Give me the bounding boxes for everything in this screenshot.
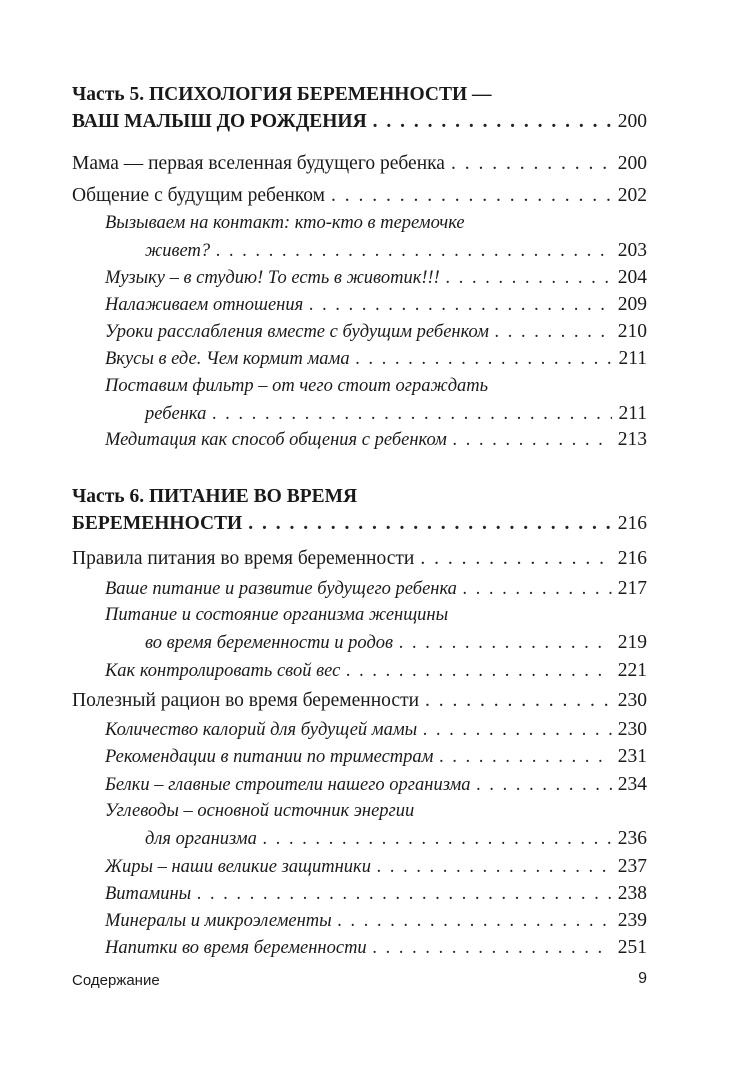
dot-leader <box>420 545 611 572</box>
toc-entry-sub[interactable] <box>105 853 647 880</box>
toc-page-number: 239 <box>617 910 647 931</box>
toc-entry-part[interactable] <box>72 81 647 135</box>
toc-page-number: 221 <box>617 660 647 681</box>
dot-leader <box>451 150 612 177</box>
dot-leader <box>338 908 612 935</box>
toc-entry-title: Полезный рацион во время беременности <box>72 690 420 711</box>
toc-entry-sub[interactable] <box>105 934 647 961</box>
toc-entry-sub[interactable] <box>105 657 647 684</box>
toc-entry-title: Вызываем на контакт: кто-кто в теремочке <box>105 213 465 233</box>
toc-entry-title: Ваше питание и развитие будущего ребенка <box>105 579 457 599</box>
dot-leader <box>216 238 612 265</box>
toc-page-number: 251 <box>617 937 647 958</box>
toc-page-number: 200 <box>617 111 647 132</box>
toc-entry-sub[interactable] <box>105 318 647 345</box>
dot-leader <box>356 346 613 373</box>
dot-leader <box>331 182 612 209</box>
toc-entry-title: БЕРЕМЕННОСТИ <box>72 513 243 534</box>
toc-entry-title: Правила питания во время беременности <box>72 548 415 569</box>
toc-entry-title: Налаживаем отношения <box>105 295 304 315</box>
toc-entry-title: Вкусы в еде. Чем кормит мама <box>105 349 350 369</box>
toc-page-number: 216 <box>617 548 647 569</box>
dot-leader <box>423 717 612 744</box>
toc-entry-title: Углеводы – основной источник энергии <box>105 801 415 821</box>
toc-page-number: 209 <box>617 294 647 315</box>
toc-page-number: 236 <box>617 828 647 849</box>
toc-entry-title: Питание и состояние организма женщины <box>105 605 449 625</box>
toc-entry-sub[interactable] <box>105 743 647 770</box>
toc-entry-title: Мама — первая вселенная будущего ребенка <box>72 153 445 174</box>
toc-entry-title: Жиры – наши великие защитники <box>105 857 371 877</box>
toc-entry-title: Витамины <box>105 884 192 904</box>
toc-entry-title: Поставим фильтр – от чего стоит ограждать <box>105 376 489 396</box>
toc-page <box>72 0 647 1080</box>
toc-entry-title: живет? <box>145 241 211 261</box>
toc-page-number: 238 <box>617 883 647 904</box>
toc-entry-title: Белки – главные строители нашего организма <box>105 775 471 795</box>
toc-entry-sub[interactable] <box>105 602 647 656</box>
toc-page-number: 237 <box>617 856 647 877</box>
dot-leader <box>248 510 612 537</box>
toc-entry-sub[interactable] <box>105 264 647 291</box>
dot-leader <box>373 108 612 135</box>
toc-entry-sub[interactable] <box>105 345 647 372</box>
dot-leader <box>453 427 612 454</box>
toc-entry-title: Общение с будущим ребенком <box>72 185 326 206</box>
toc-entry-title: для организма <box>145 829 257 849</box>
toc-entry-sub[interactable] <box>105 210 647 264</box>
toc-page-number: 211 <box>618 348 647 369</box>
toc-entry-sub[interactable] <box>105 575 647 602</box>
dot-leader <box>373 935 612 962</box>
dot-leader <box>446 265 612 292</box>
running-footer-section: Содержание <box>72 972 160 989</box>
toc-page-number: 213 <box>617 429 647 450</box>
toc-page-number: 230 <box>617 719 647 740</box>
dot-leader <box>309 292 612 319</box>
toc-page-number: 210 <box>617 321 647 342</box>
toc-entry-title: Как контролировать свой вес <box>105 661 341 681</box>
toc-entry-head1[interactable] <box>72 150 647 177</box>
dot-leader <box>399 630 612 657</box>
toc-entry-title: Напитки во время беременности <box>105 938 367 958</box>
toc-page-number: 216 <box>617 513 647 534</box>
dot-leader <box>212 401 612 428</box>
toc-entry-sub[interactable] <box>105 798 647 852</box>
dot-leader <box>197 881 612 908</box>
toc-entry-sub[interactable] <box>105 426 647 453</box>
toc-entry-title: Рекомендации в питании по триместрам <box>105 747 434 767</box>
toc-page-number: 219 <box>617 632 647 653</box>
dot-leader <box>495 319 612 346</box>
dot-leader <box>346 658 611 685</box>
toc-page-number: 204 <box>617 267 647 288</box>
toc-page-number: 211 <box>618 403 647 424</box>
dot-leader <box>425 687 612 714</box>
dot-leader <box>463 576 612 603</box>
toc-entry-title: Медитация как способ общения с ребенком <box>105 430 447 450</box>
toc-page-number: 217 <box>617 578 647 599</box>
toc-entry-title: ребенка <box>145 404 207 424</box>
toc-entry-title: Уроки расслабления вместе с будущим ребенком <box>105 322 489 342</box>
toc-entry-head1[interactable] <box>72 687 647 714</box>
toc-page-number: 200 <box>617 153 647 174</box>
toc-entry-title: Минералы и микроэлементы <box>105 911 332 931</box>
toc-entry-sub[interactable] <box>105 771 647 798</box>
toc-entry-sub[interactable] <box>105 880 647 907</box>
toc-page-number: 230 <box>617 690 647 711</box>
dot-leader <box>263 826 612 853</box>
toc-page-number: 203 <box>617 240 647 261</box>
toc-page-number: 234 <box>617 774 647 795</box>
toc-entry-title: Музыку – в студию! То есть в животик!!! <box>105 268 440 288</box>
toc-entry-title: Количество калорий для будущей мамы <box>105 720 418 740</box>
toc-entry-sub[interactable] <box>105 373 647 427</box>
page-number: 9 <box>638 970 647 987</box>
toc-entry-title: ВАШ МАЛЫШ ДО РОЖДЕНИЯ <box>72 111 367 132</box>
toc-page-number: 231 <box>617 746 647 767</box>
toc-entry-title: во время беременности и родов <box>145 633 394 653</box>
toc-entry-head1[interactable] <box>72 182 647 209</box>
toc-entry-sub[interactable] <box>105 716 647 743</box>
toc-page-number: 202 <box>617 185 647 206</box>
toc-entry-sub[interactable] <box>105 907 647 934</box>
toc-entry-title: Часть 5. ПСИХОЛОГИЯ БЕРЕМЕННОСТИ — <box>72 84 492 105</box>
toc-entry-title: Часть 6. ПИТАНИЕ ВО ВРЕМЯ <box>72 486 358 507</box>
dot-leader <box>377 854 612 881</box>
dot-leader <box>477 772 612 799</box>
toc-entry-head1[interactable] <box>72 545 647 572</box>
toc-entry-part[interactable] <box>72 483 647 537</box>
dot-leader <box>439 744 611 771</box>
toc-entry-sub[interactable] <box>105 291 647 318</box>
